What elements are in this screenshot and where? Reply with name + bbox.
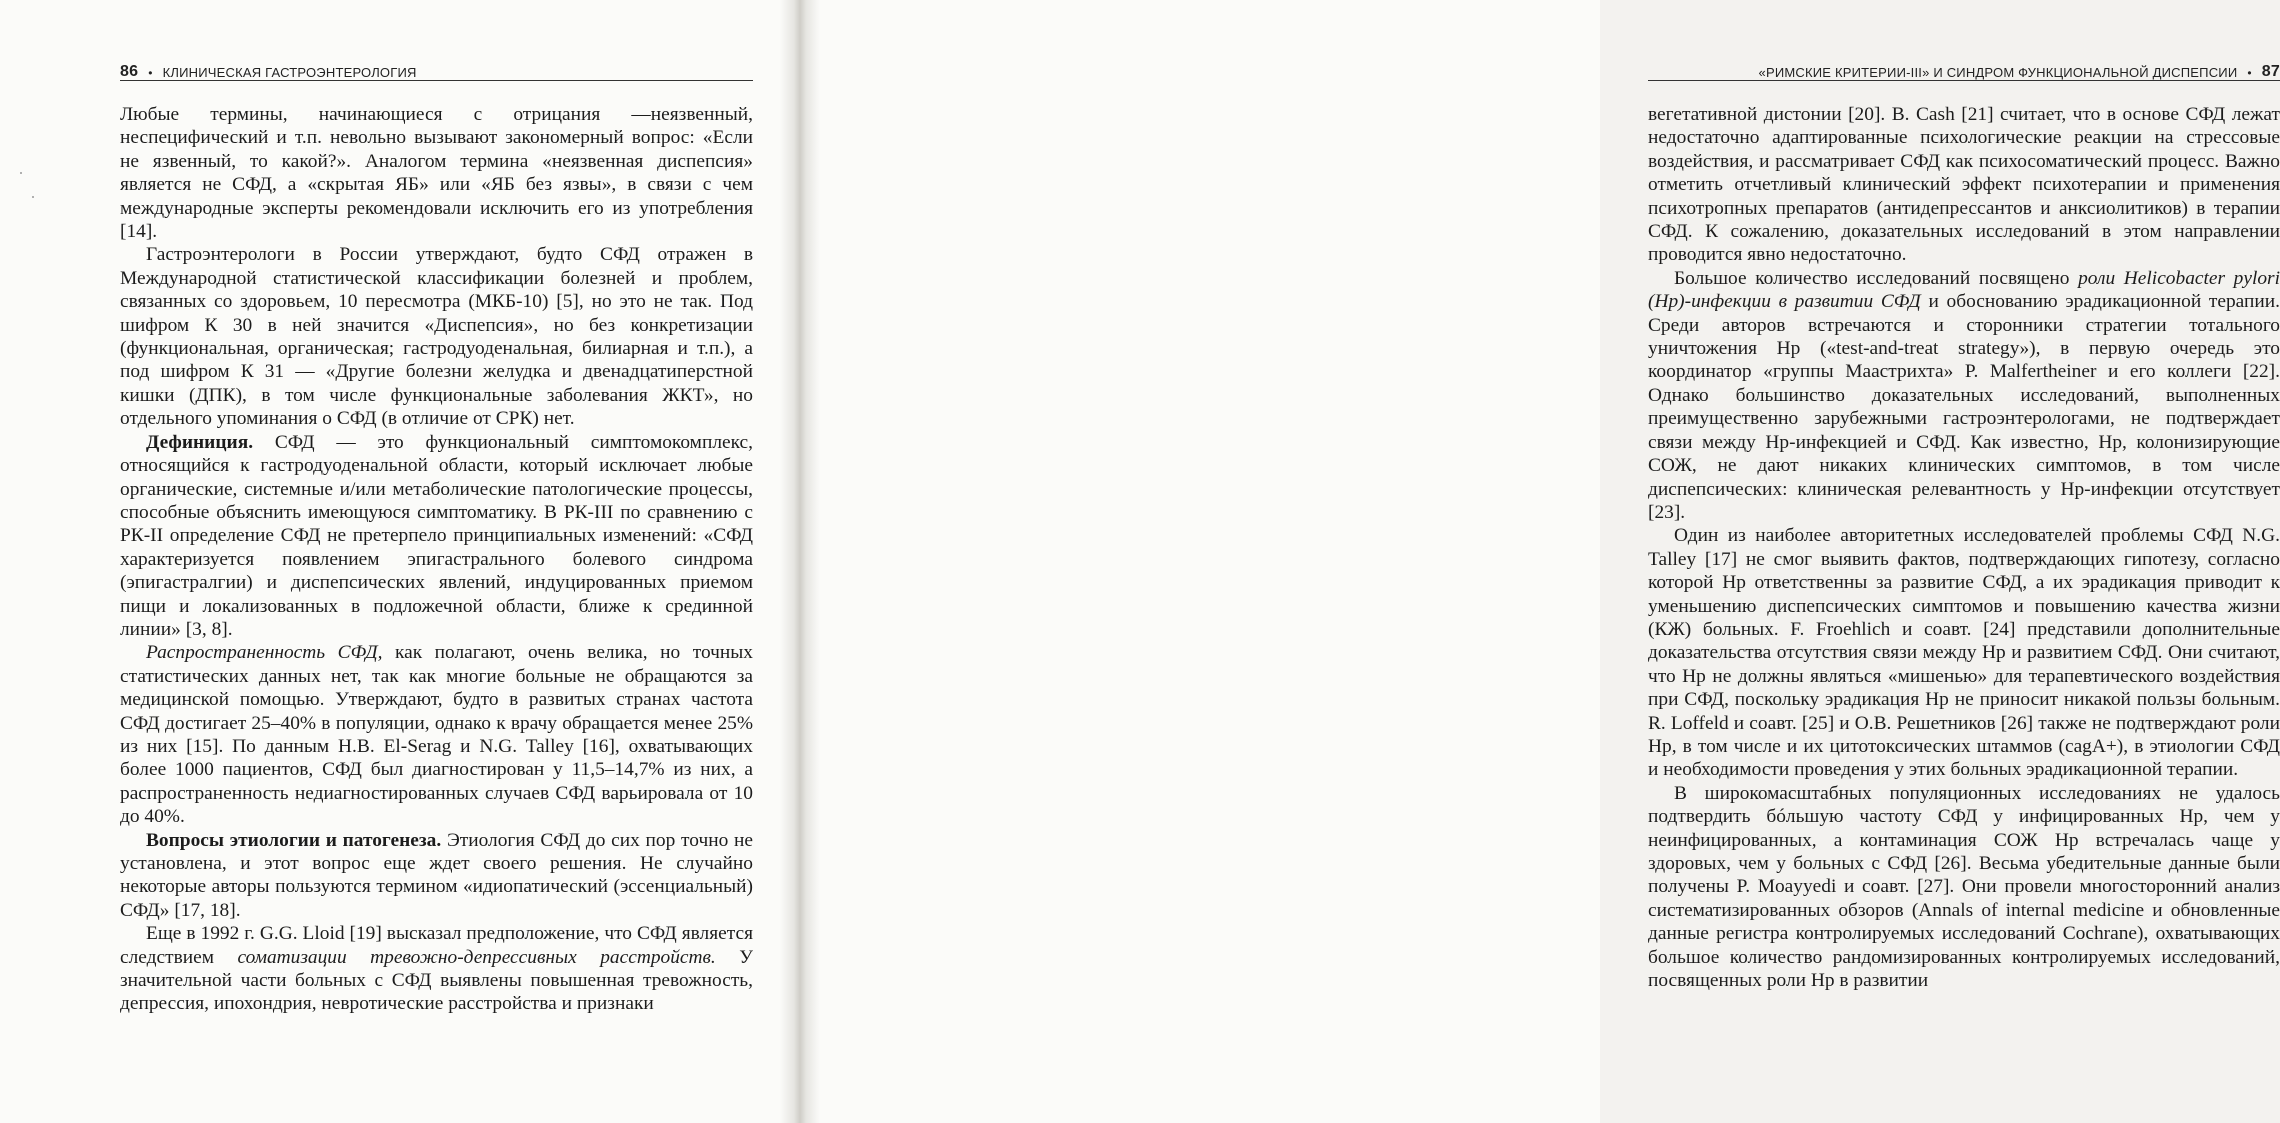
text-run: Еще в 1992 г. G.G. Lloid [19] высказал предположение, что СФД является следствием [120, 923, 753, 968]
paragraph [120, 103, 753, 243]
header-bullet: • [148, 66, 153, 80]
text-run: СФД — это функциональный симптомокомплекс, относящийся к гастродуоденальной области, который исключает любые органические, системные и/или метаболические патологические процессы, способные объяснить имеющуюся симптоматику. В РК-III по сравнению с РК-II определение СФД не претерпело принципиальных изменений: «СФД характеризуется появлением эпигастрального болевого синдрома (эпигастралгии) и диспепсических явлений, индуцированных приемом пищи и локализованных в подложечной области, ближе к срединной линии» [3, 8]. [120, 431, 753, 640]
italic-emphasis: Распространенность СФД, [146, 642, 383, 664]
text-run: вегетативной дистонии [20]. В. Cash [21] считает, что в основе СФД лежат недостаточно адаптированные психологические реакции на стрессовые воздействия, и рассматривает СФД как психосоматический процесс. Важно отметить отчетливый клинический эффект психотерапии и применения психотропных препаратов (антидепрессантов и анксиолитиков) в терапии СФД. К сожалению, доказательных исследований в этом направлении проводится явно недостаточно. [1648, 104, 2280, 266]
paragraph [1648, 524, 2280, 781]
paragraph [120, 641, 753, 828]
text-run: Гастроэнтерологи в России утверждают, будто СФД отражен в Международной статистической классификации болезней и проблем, связанных со здоровьем, 10 пересмотра (МКБ-10) [5], но это не так. Под шифром К 30 в ней значится «Диспепсия», но без конкретизации (функциональная, органическая; гастродуоденальная, билиарная и т.п.), а под шифром К 31 — «Другие болезни желудка и двенадцатиперстной кишки (ДПК), в том числе функциональные заболевания ЖКТ», но отдельного упоминания о СФД (в отличие от СРК) нет. [120, 244, 753, 430]
text-run: Один из наиболее авторитетных исследователей проблемы СФД N.G. Talley [17] не смог выявить фактов, подтверждающих гипотезу, согласно которой Hp ответственны за развитие СФД, а их эрадикация приводит к уменьшению диспепсических симптомов и повышению качества жизни (КЖ) больных. F. Froehlich и соавт. [24] представили дополнительные доказательства отсутствия связи между Hp и развитием СФД. Они считают, что Hp не должны являться «мишенью» для терапевтического воздействия при СФД, поскольку эрадикация Hp не приносит никакой пользы больным. R. Loffeld и соавт. [25] и О.В. Решетников [26] также не подтверждают роли Hp, в том числе и их цитотоксических штаммов (cagA+), в этиологии СФД и необходимости проведения у этих больных эрадикационной терапии. [1648, 525, 2280, 781]
paragraph [120, 829, 753, 923]
text-run: как полагают, очень велика, но точных статистических данных нет, так как многие больные не обращаются за медицинской помощью. Утверждают, будто в развитых странах частота СФД достигает 25–40% в популяции, однако к врачу обращается менее 25% из них [15]. По данным Н.В. El-Serag и N.G. Talley [16], охватывающих более 1000 пациентов, СФД был диагностирован у 11,5–14,7% из них, а распространенность недиагностированных случаев СФД варьировала от 10 до 40%. [120, 642, 753, 828]
left-running-header [120, 58, 753, 81]
paragraph [1648, 103, 2280, 267]
text-run: У значительной части больных с СФД выявлены повышенная тревожность, депрессия, ипохондрия, невротические расстройства и признаки [120, 946, 753, 1015]
paragraph [120, 431, 753, 642]
bold-run-in-heading: Вопросы этиологии и патогенеза. [146, 829, 442, 851]
paragraph [1648, 782, 2280, 993]
page-number: 87 [2261, 63, 2280, 80]
text-run: и обоснованию эрадикационной терапии. Среди авторов встречаются и сторонники стратегии тотального уничтожения Hp («test-and-treat strategy»), в первую очередь это координатор «группы Маастрихта» P. Malfertheiner и его коллеги [22]. Однако большинство доказательных исследований, выполненных преимущественно зарубежными гастроэнтерологами, не подтверждает связи между Hp-инфекцией и СФД. Как известно, Hp, колонизирующие СОЖ, не дают никаких клинических симптомов, в том числе диспепсических: клиническая релевантность у Hp-инфекции отсутствует [23]. [1648, 291, 2280, 523]
paragraph [1648, 267, 2280, 524]
page-number: 86 [120, 63, 139, 80]
bold-run-in-heading: Дефиниция. [146, 431, 254, 453]
italic-emphasis: соматизации тревожно-депрессивных расстройств. [237, 946, 716, 968]
left-page [0, 0, 800, 1123]
right-page-body [1648, 103, 2280, 992]
running-title: «РИМСКИЕ КРИТЕРИИ-III» И СИНДРОМ ФУНКЦИОНАЛЬНОЙ ДИСПЕПСИИ [1758, 65, 2238, 80]
running-title: КЛИНИЧЕСКАЯ ГАСТРОЭНТЕРОЛОГИЯ [162, 65, 417, 80]
text-run: В широкомасштабных популяционных исследованиях не удалось подтвердить бóльшую частоту СФД у инфицированных Hp, чем у неинфицированных, а контаминация СОЖ Hp встречалась чаще у здоровых, чем у больных с СФД [26]. Весьма убедительные данные были получены P. Moayyedi и соавт. [27]. Они провели многосторонний анализ систематизированных обзоров (Annals of internal medicine и обновленные данные регистра контролируемых исследований Cochrane), охватывающих большое количество рандомизированных контролируемых исследований, посвященных роли Hp в развитии [1648, 782, 2280, 992]
right-running-header [1648, 58, 2280, 81]
header-bullet: • [2247, 66, 2252, 80]
text-run: Большое количество исследований посвящено [1674, 267, 2079, 289]
paragraph [120, 922, 753, 1016]
italic-emphasis: роли Helicobacter pylori (Hp)-инфекции в развитии СФД [1648, 267, 2280, 313]
right-page [800, 0, 2280, 1123]
book-gutter-shadow [780, 0, 820, 1123]
left-page-body [120, 103, 753, 1016]
paragraph [120, 243, 753, 430]
text-run: Любые термины, начинающиеся с отрицания —неязвенный, неспецифический и т.п. невольно вызывают закономерный вопрос: «Если не язвенный, то какой?». Аналогом термина «неязвенная диспепсия» является не СФД, а «скрытая ЯБ» или «ЯБ без язвы», в связи с чем международные эксперты рекомендовали исключить его из употребления [14]. [120, 104, 753, 243]
text-run: Этиология СФД до сих пор точно не установлена, и этот вопрос еще ждет своего решения. Не случайно некоторые авторы пользуются термином «идиопатический (эссенциальный) СФД» [17, 18]. [120, 829, 753, 921]
